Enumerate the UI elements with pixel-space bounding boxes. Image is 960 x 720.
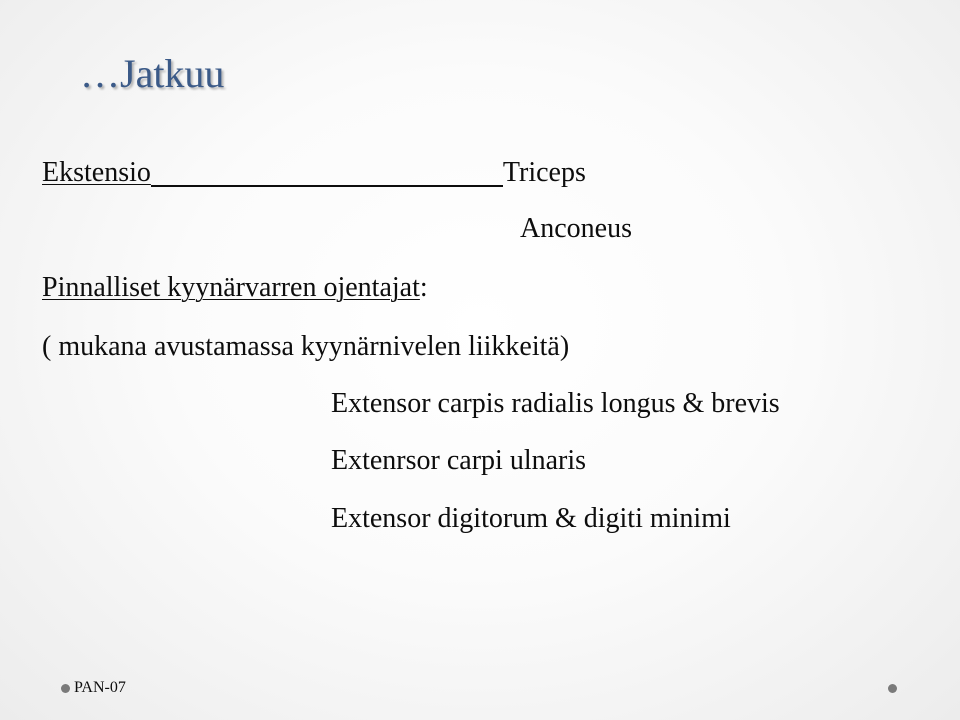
section-heading-text: Pinnalliset kyynärvarren ojentajat bbox=[42, 272, 420, 303]
underline-gap bbox=[151, 157, 503, 187]
footer-label: PAN-07 bbox=[74, 679, 126, 696]
muscle-item: Extensor digitorum & digiti minimi bbox=[331, 503, 731, 534]
triceps-label: Triceps bbox=[502, 157, 586, 188]
muscle-item: Extenrsor carpi ulnaris bbox=[331, 445, 587, 476]
section-heading bbox=[42, 274, 428, 302]
footer-bullet-left-icon bbox=[61, 684, 70, 693]
footer-bullet-right-icon bbox=[888, 684, 897, 693]
slide-title: …Jatkuu bbox=[80, 51, 225, 96]
extension-label: Ekstensio bbox=[42, 157, 151, 188]
muscle-item: Extensor carpis radialis longus & brevis bbox=[331, 388, 780, 419]
section-heading-colon: : bbox=[419, 272, 428, 303]
anconeus-label: Anconeus bbox=[520, 213, 632, 244]
extension-row bbox=[42, 157, 586, 187]
assist-note: ( mukana avustamassa kyynärnivelen liikkeitä) bbox=[42, 331, 570, 362]
